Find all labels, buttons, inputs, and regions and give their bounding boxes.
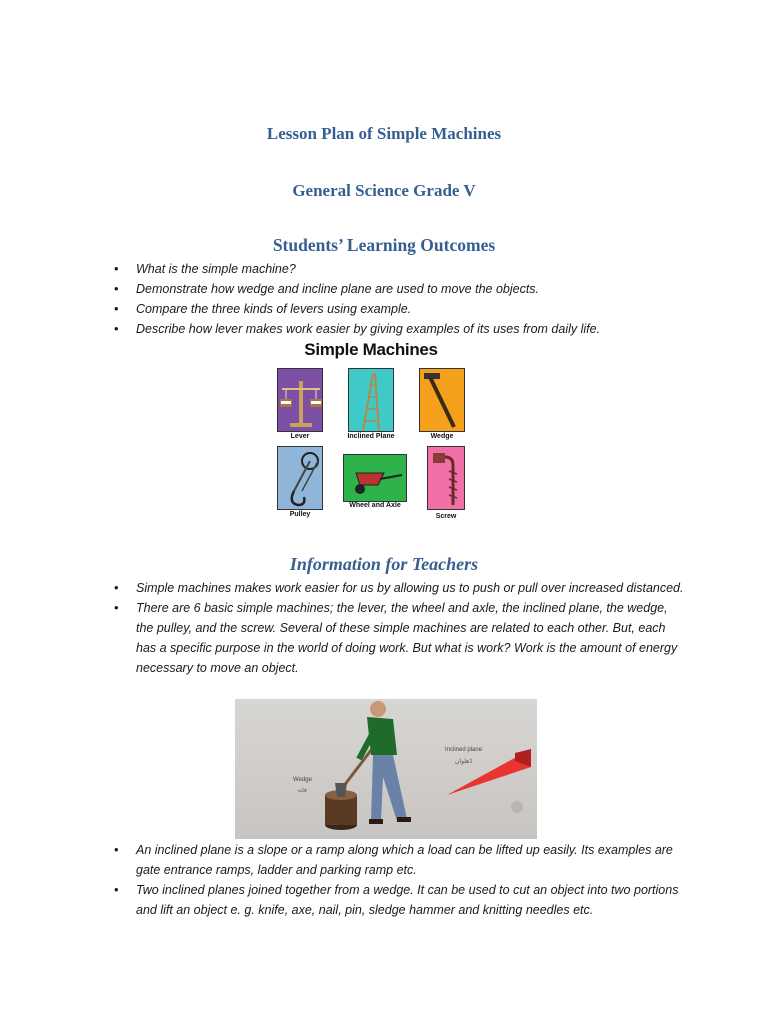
more-info-list bbox=[0, 840, 768, 920]
list-item: • An inclined plane is a slope or a ramp along which a load can be lifted up easily. Its examples are gate entrance ramps, ladder and parking ramp etc. bbox=[0, 840, 684, 880]
pulley-icon bbox=[278, 447, 324, 511]
list-item: • Compare the three kinds of levers using example. bbox=[0, 299, 684, 319]
wedge-label: Wedge bbox=[430, 433, 454, 440]
list-item: • What is the simple machine? bbox=[0, 259, 684, 279]
list-item: • Simple machines makes work easier for us by allowing us to push or pull over increased distanced. bbox=[0, 578, 684, 598]
lever-icon bbox=[278, 369, 324, 433]
inclined-plane-label: Inclined Plane bbox=[347, 433, 395, 440]
wedge-photo-urdu: فانہ bbox=[297, 787, 307, 794]
poster-title: Simple Machines bbox=[304, 340, 438, 359]
outcomes-heading: Students’ Learning Outcomes bbox=[272, 235, 496, 255]
lesson-title: Lesson Plan of Simple Machines bbox=[266, 124, 502, 143]
pulley-tile bbox=[277, 446, 323, 510]
pulley-label: Pulley bbox=[289, 511, 311, 518]
wedge-photo-label: Wedge bbox=[293, 777, 312, 783]
outcomes-list bbox=[0, 259, 768, 339]
screw-icon bbox=[428, 447, 466, 511]
list-item: • Describe how lever makes work easier by giving examples of its uses from daily life. bbox=[0, 319, 684, 339]
simple-machines-poster bbox=[268, 340, 474, 524]
photo-illustration bbox=[235, 699, 537, 839]
inclined-photo-label: Inclined plane bbox=[445, 747, 483, 753]
wheel-axle-tile bbox=[343, 454, 407, 502]
list-item: • Demonstrate how wedge and incline plane are used to move the objects. bbox=[0, 279, 684, 299]
wheelbarrow-icon bbox=[344, 455, 408, 503]
wheel-axle-label: Wheel and Axle bbox=[349, 502, 401, 509]
list-item: • Two inclined planes joined together from a wedge. It can be used to cut an object into two portions and lift an object e. g. knife, axe, nail, pin, sledge hammer and knitting needles etc. bbox=[0, 880, 684, 920]
lever-tile bbox=[277, 368, 323, 432]
wedge-inclined-plane-photo bbox=[235, 699, 537, 839]
inclined-plane-tile bbox=[348, 368, 394, 432]
wedge-icon bbox=[420, 369, 466, 433]
inclined-photo-urdu: ڈھلوان bbox=[455, 758, 472, 765]
list-item: • There are 6 basic simple machines; the lever, the wheel and axle, the inclined plane, the wedge, the pulley, and the screw. Several of these simple machines are related to each other. But, each has a specific purpose in the world of doing work. But what is work? Work is the amount of energy necessary to move an object. bbox=[0, 598, 684, 678]
ladder-icon bbox=[349, 369, 395, 433]
screw-label: Screw bbox=[435, 513, 457, 520]
lever-label: Lever bbox=[290, 433, 310, 440]
wedge-tile bbox=[419, 368, 465, 432]
grade-subtitle: General Science Grade V bbox=[292, 181, 476, 200]
teachers-heading: Information for Teachers bbox=[289, 554, 479, 574]
teachers-list bbox=[0, 578, 768, 678]
screw-tile bbox=[427, 446, 465, 510]
